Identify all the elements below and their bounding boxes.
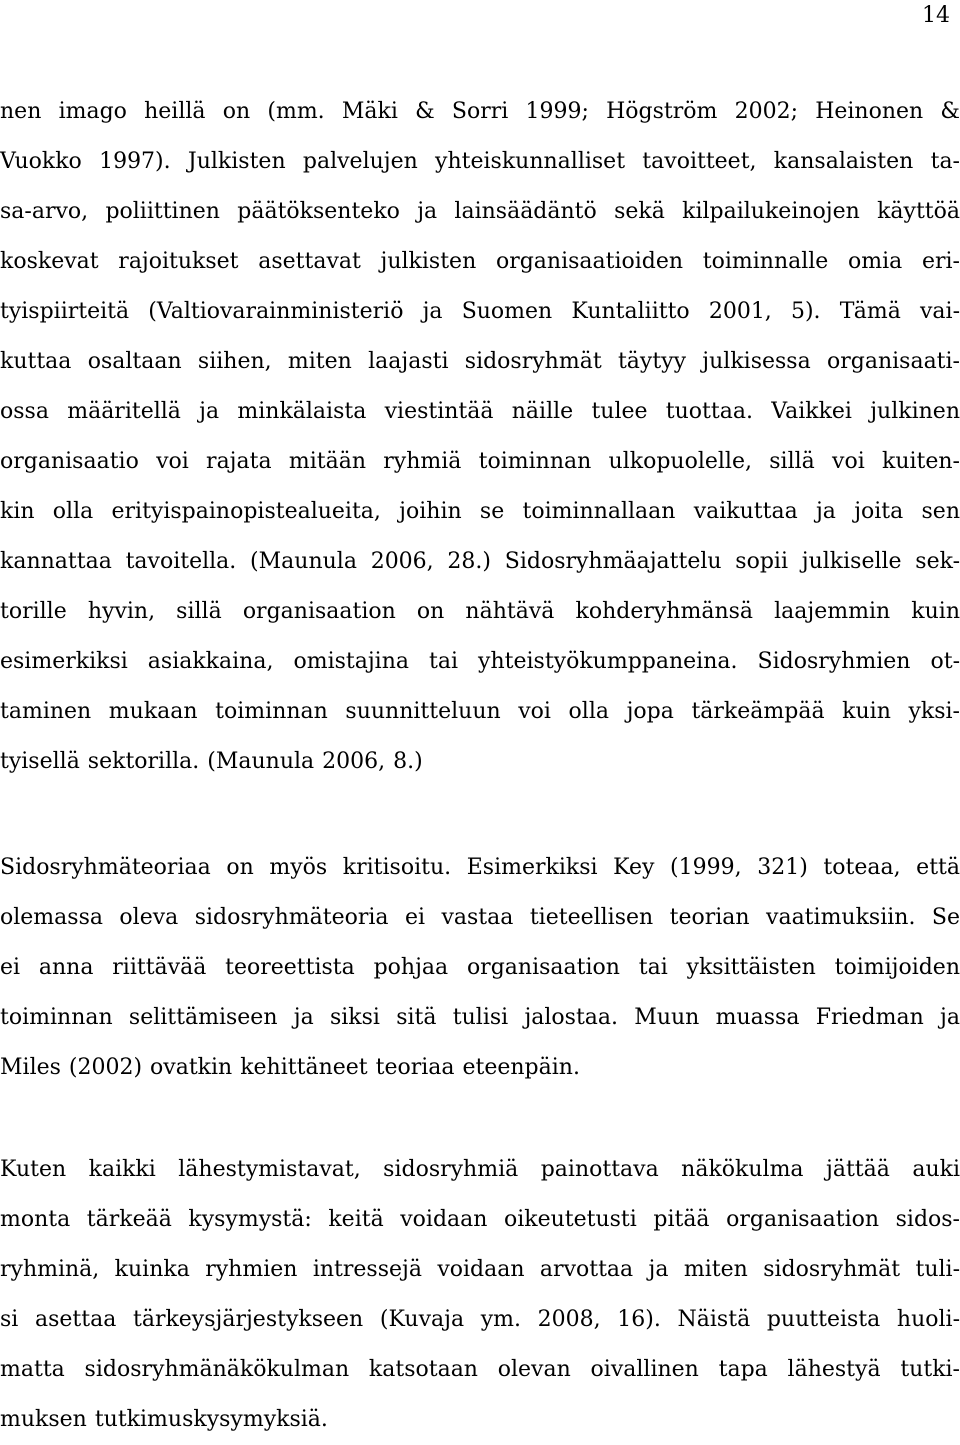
- text-line: tyisellä sektorilla. (Maunula 2006, 8.): [0, 749, 423, 774]
- text-line: matta sidosryhmänäkökulman katsotaan olevan oivallinen tapa lähestyä tutki-: [0, 1357, 960, 1382]
- text-line: kannattaa tavoitella. (Maunula 2006, 28.) Sidosryhmäajattelu sopii julkiselle sek-: [0, 549, 960, 574]
- text-line: ei anna riittävää teoreettista pohjaa organisaation tai yksittäisten toimijoiden: [0, 955, 960, 980]
- text-line: olemassa oleva sidosryhmäteoria ei vastaa tieteellisen teorian vaatimuksiin. Se: [0, 905, 960, 930]
- text-line: si asettaa tärkeysjärjestykseen (Kuvaja ym. 2008, 16). Näistä puutteista huoli-: [0, 1307, 960, 1332]
- text-line: esimerkiksi asiakkaina, omistajina tai yhteistyökumppaneina. Sidosryhmien ot-: [0, 649, 960, 674]
- text-line: koskevat rajoitukset asettavat julkisten organisaatioiden toiminnalle omia eri-: [0, 249, 960, 274]
- text-line: ossa määritellä ja minkälaista viestintää näille tulee tuottaa. Vaikkei julkinen: [0, 399, 960, 424]
- text-line: taminen mukaan toiminnan suunnitteluun voi olla jopa tärkeämpää kuin yksi-: [0, 699, 960, 724]
- text-line: torille hyvin, sillä organisaation on nähtävä kohderyhmänsä laajemmin kuin: [0, 599, 960, 624]
- text-line: muksen tutkimuskysymyksiä.: [0, 1407, 328, 1432]
- text-line: Miles (2002) ovatkin kehittäneet teoriaa eteenpäin.: [0, 1055, 580, 1080]
- text-line: Vuokko 1997). Julkisten palvelujen yhteiskunnalliset tavoitteet, kansalaisten ta-: [0, 149, 960, 174]
- text-line: ryhminä, kuinka ryhmien intressejä voidaan arvottaa ja miten sidosryhmät tuli-: [0, 1257, 960, 1282]
- paragraph-1: [0, 87, 960, 787]
- text-line: kuttaa osaltaan siihen, miten laajasti sidosryhmät täytyy julkisessa organisaati-: [0, 349, 960, 374]
- text-line: tyispiirteitä (Valtiovarainministeriö ja Suomen Kuntaliitto 2001, 5). Tämä vai-: [0, 299, 960, 324]
- text-line: organisaatio voi rajata mitään ryhmiä toiminnan ulkopuolelle, sillä voi kuiten-: [0, 449, 960, 474]
- text-line: Kuten kaikki lähestymistavat, sidosryhmiä painottava näkökulma jättää auki: [0, 1157, 960, 1182]
- text-line: monta tärkeää kysymystä: keitä voidaan oikeutetusti pitää organisaation sidos-: [0, 1207, 960, 1232]
- text-line: nen imago heillä on (mm. Mäki & Sorri 1999; Högström 2002; Heinonen &: [0, 99, 960, 124]
- paragraph-2: [0, 843, 960, 1093]
- paragraph-3: [0, 1145, 960, 1445]
- text-line: kin olla erityispainopistealueita, joihin se toiminnallaan vaikuttaa ja joita sen: [0, 499, 960, 524]
- text-line: Sidosryhmäteoriaa on myös kritisoitu. Esimerkiksi Key (1999, 321) toteaa, että: [0, 855, 960, 880]
- text-line: toiminnan selittämiseen ja siksi sitä tulisi jalostaa. Muun muassa Friedman ja: [0, 1005, 960, 1030]
- page-number: 14: [922, 3, 950, 28]
- text-line: sa-arvo, poliittinen päätöksenteko ja lainsäädäntö sekä kilpailukeinojen käyttöä: [0, 199, 960, 224]
